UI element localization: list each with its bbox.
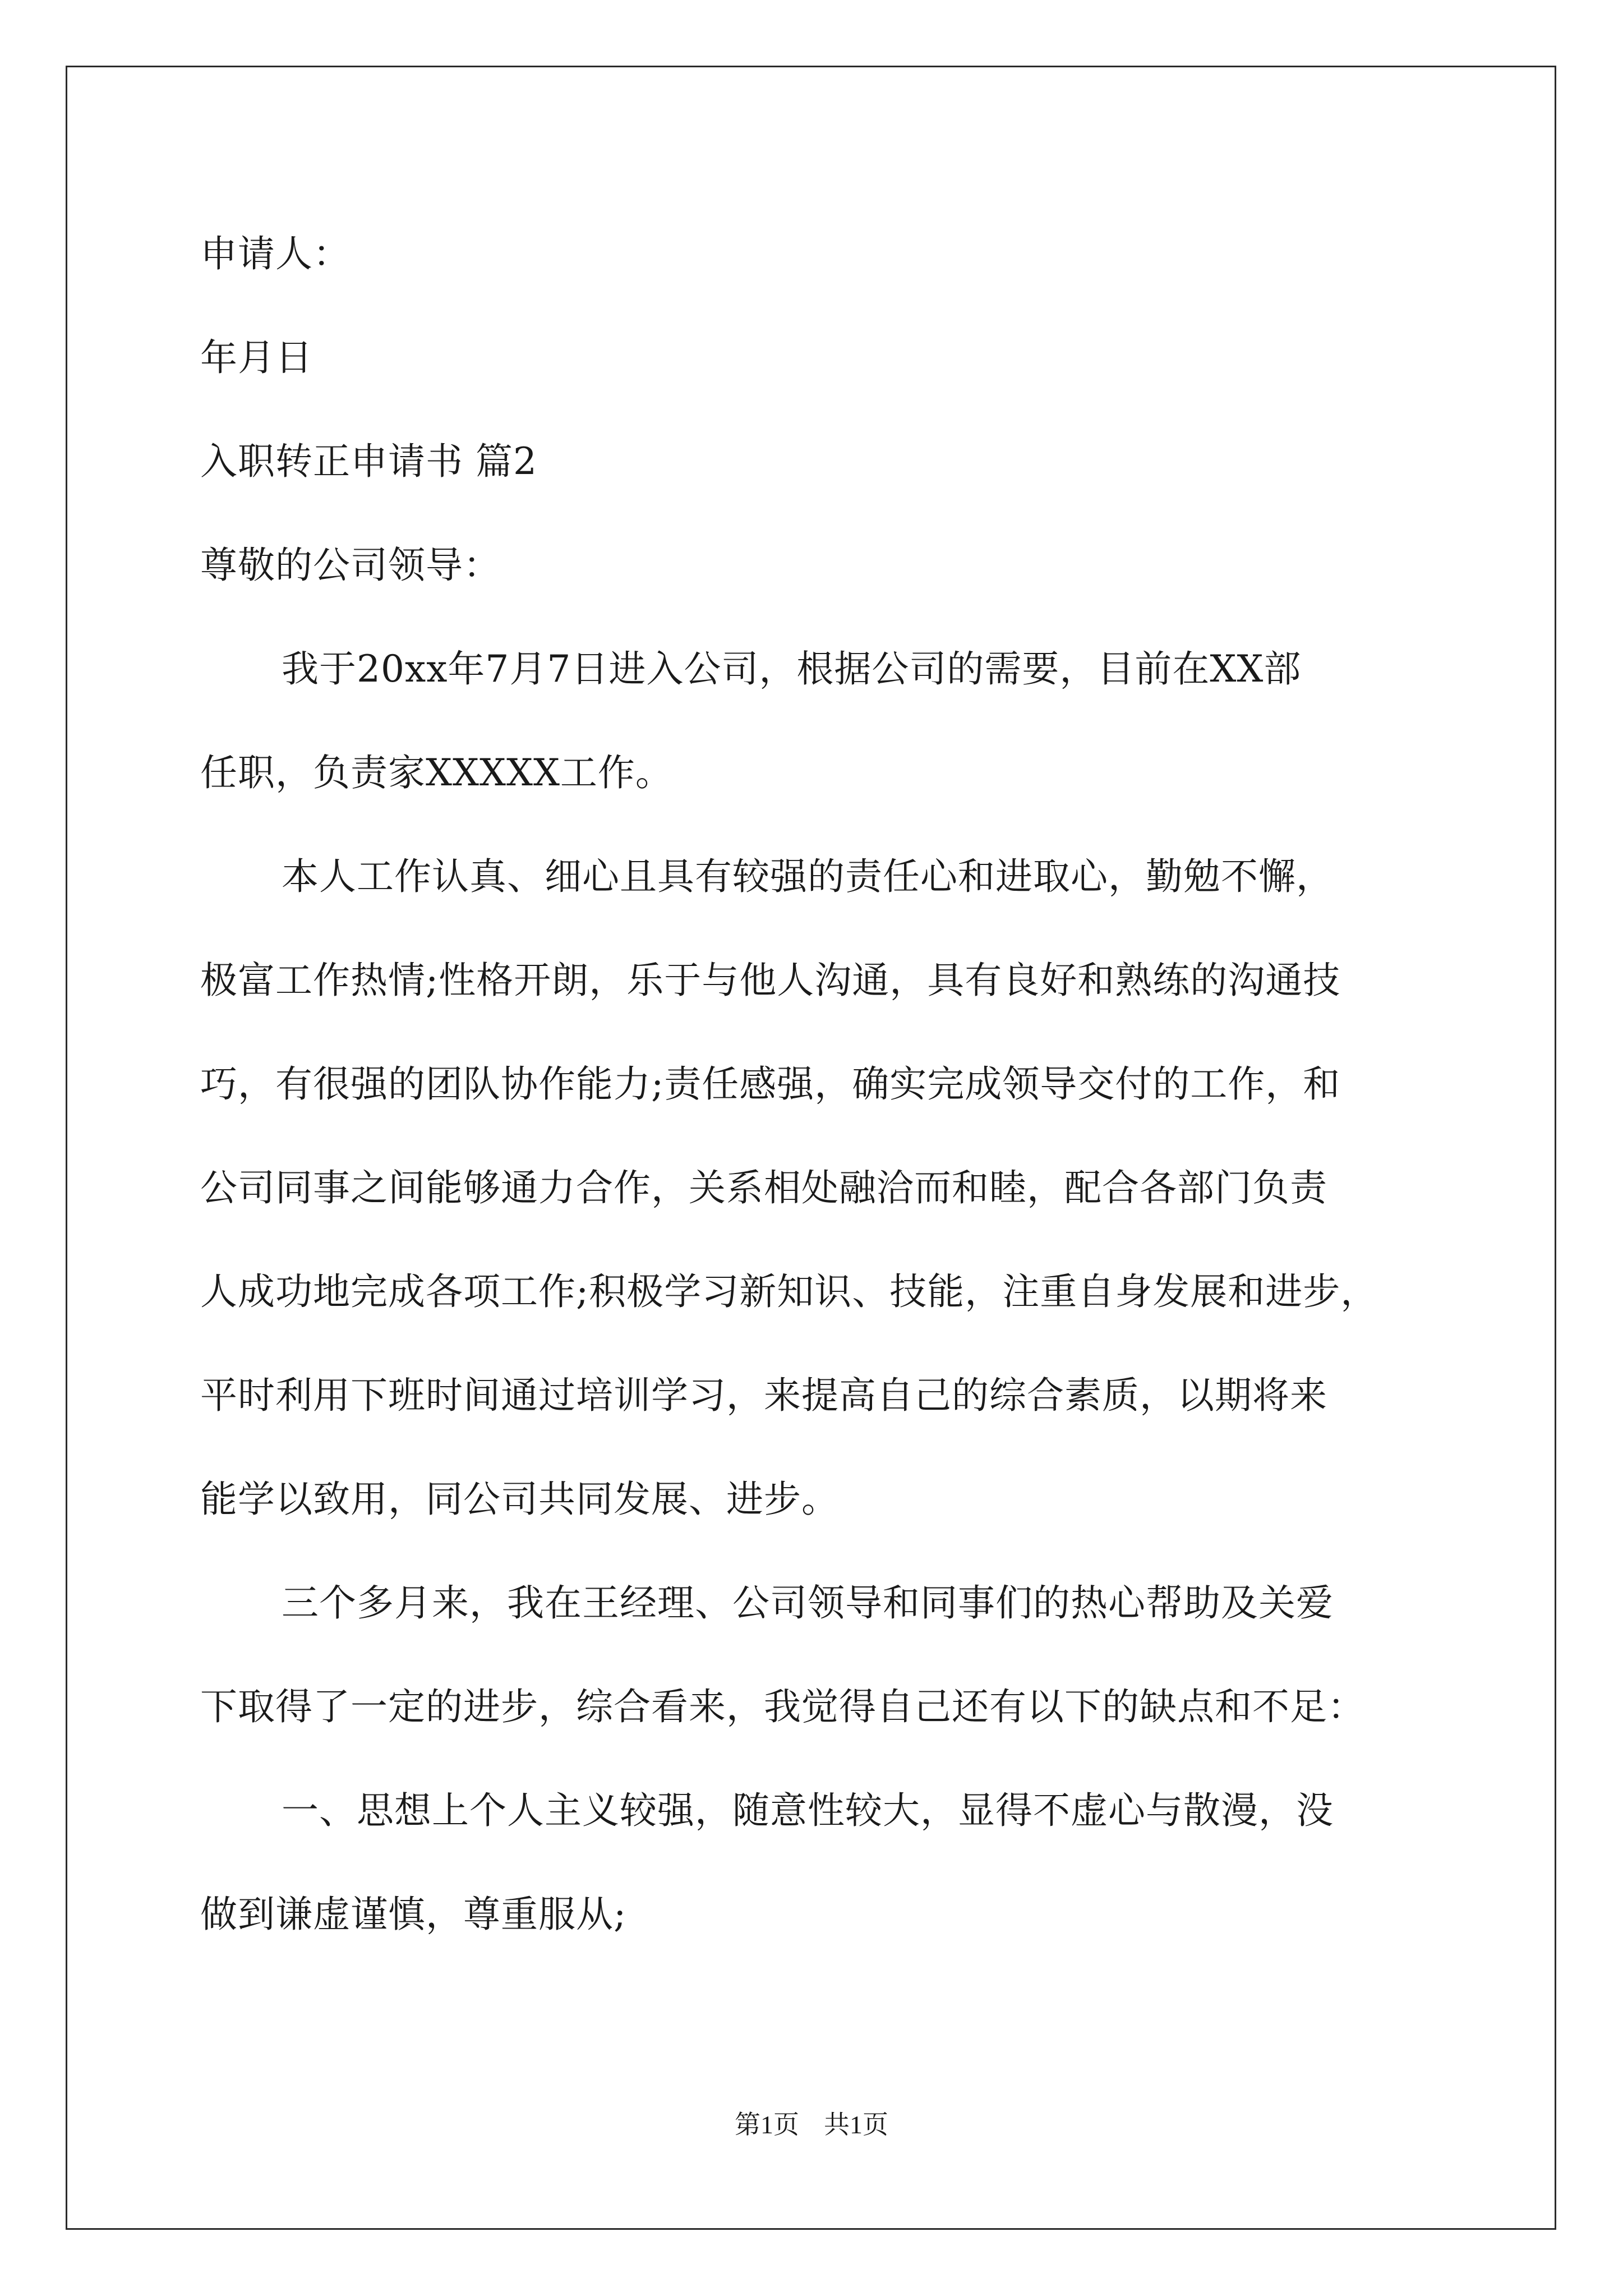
paragraph-2-line-6: 平时利用下班时间通过培训学习，来提高自己的综合素质，以期将来 bbox=[200, 1374, 1327, 1417]
paragraph-2-line-4: 公司同事之间能够通力合作，关系相处融洽而和睦，配合各部门负责 bbox=[200, 1166, 1327, 1209]
paragraph-3-line-1: 三个多月来，我在王经理、公司领导和同事们的热心帮助及关爱 bbox=[282, 1581, 1334, 1625]
section-heading: 入职转正申请书 篇2 bbox=[200, 440, 537, 483]
date-line: 年月日 bbox=[200, 336, 313, 379]
paragraph-2-line-7: 能学以致用，同公司共同发展、进步。 bbox=[200, 1478, 839, 1521]
applicant-line: 申请人： bbox=[200, 232, 351, 275]
page-footer bbox=[0, 2109, 1623, 2141]
paragraph-3-line-2: 下取得了一定的进步，综合看来，我觉得自己还有以下的缺点和不足： bbox=[200, 1685, 1365, 1728]
paragraph-2-line-5: 人成功地完成各项工作;积极学习新知识、技能，注重自身发展和进步， bbox=[200, 1270, 1378, 1313]
paragraph-4-line-2: 做到谦虚谨慎，尊重服从; bbox=[200, 1893, 627, 1936]
salutation: 尊敬的公司领导： bbox=[200, 544, 501, 587]
paragraph-1-line-2: 任职，负责家XXXXX工作。 bbox=[200, 751, 673, 794]
paragraph-2-line-3: 巧，有很强的团队协作能力;责任感强，确实完成领导交付的工作，和 bbox=[200, 1062, 1341, 1106]
paragraph-2-line-2: 极富工作热情;性格开朗，乐于与他人沟通，具有良好和熟练的沟通技 bbox=[200, 959, 1341, 1002]
paragraph-2-line-1: 本人工作认真、细心且具有较强的责任心和进取心，勤勉不懈， bbox=[282, 855, 1334, 898]
paragraph-1-line-1: 我于20xx年7月7日进入公司，根据公司的需要，目前在XX部 bbox=[282, 647, 1302, 691]
page-total: 共1页 bbox=[824, 2110, 888, 2139]
paragraph-4-line-1: 一、思想上个人主义较强，随意性较大，显得不虚心与散漫，没 bbox=[282, 1789, 1334, 1832]
page-number: 第1页 bbox=[735, 2110, 799, 2139]
